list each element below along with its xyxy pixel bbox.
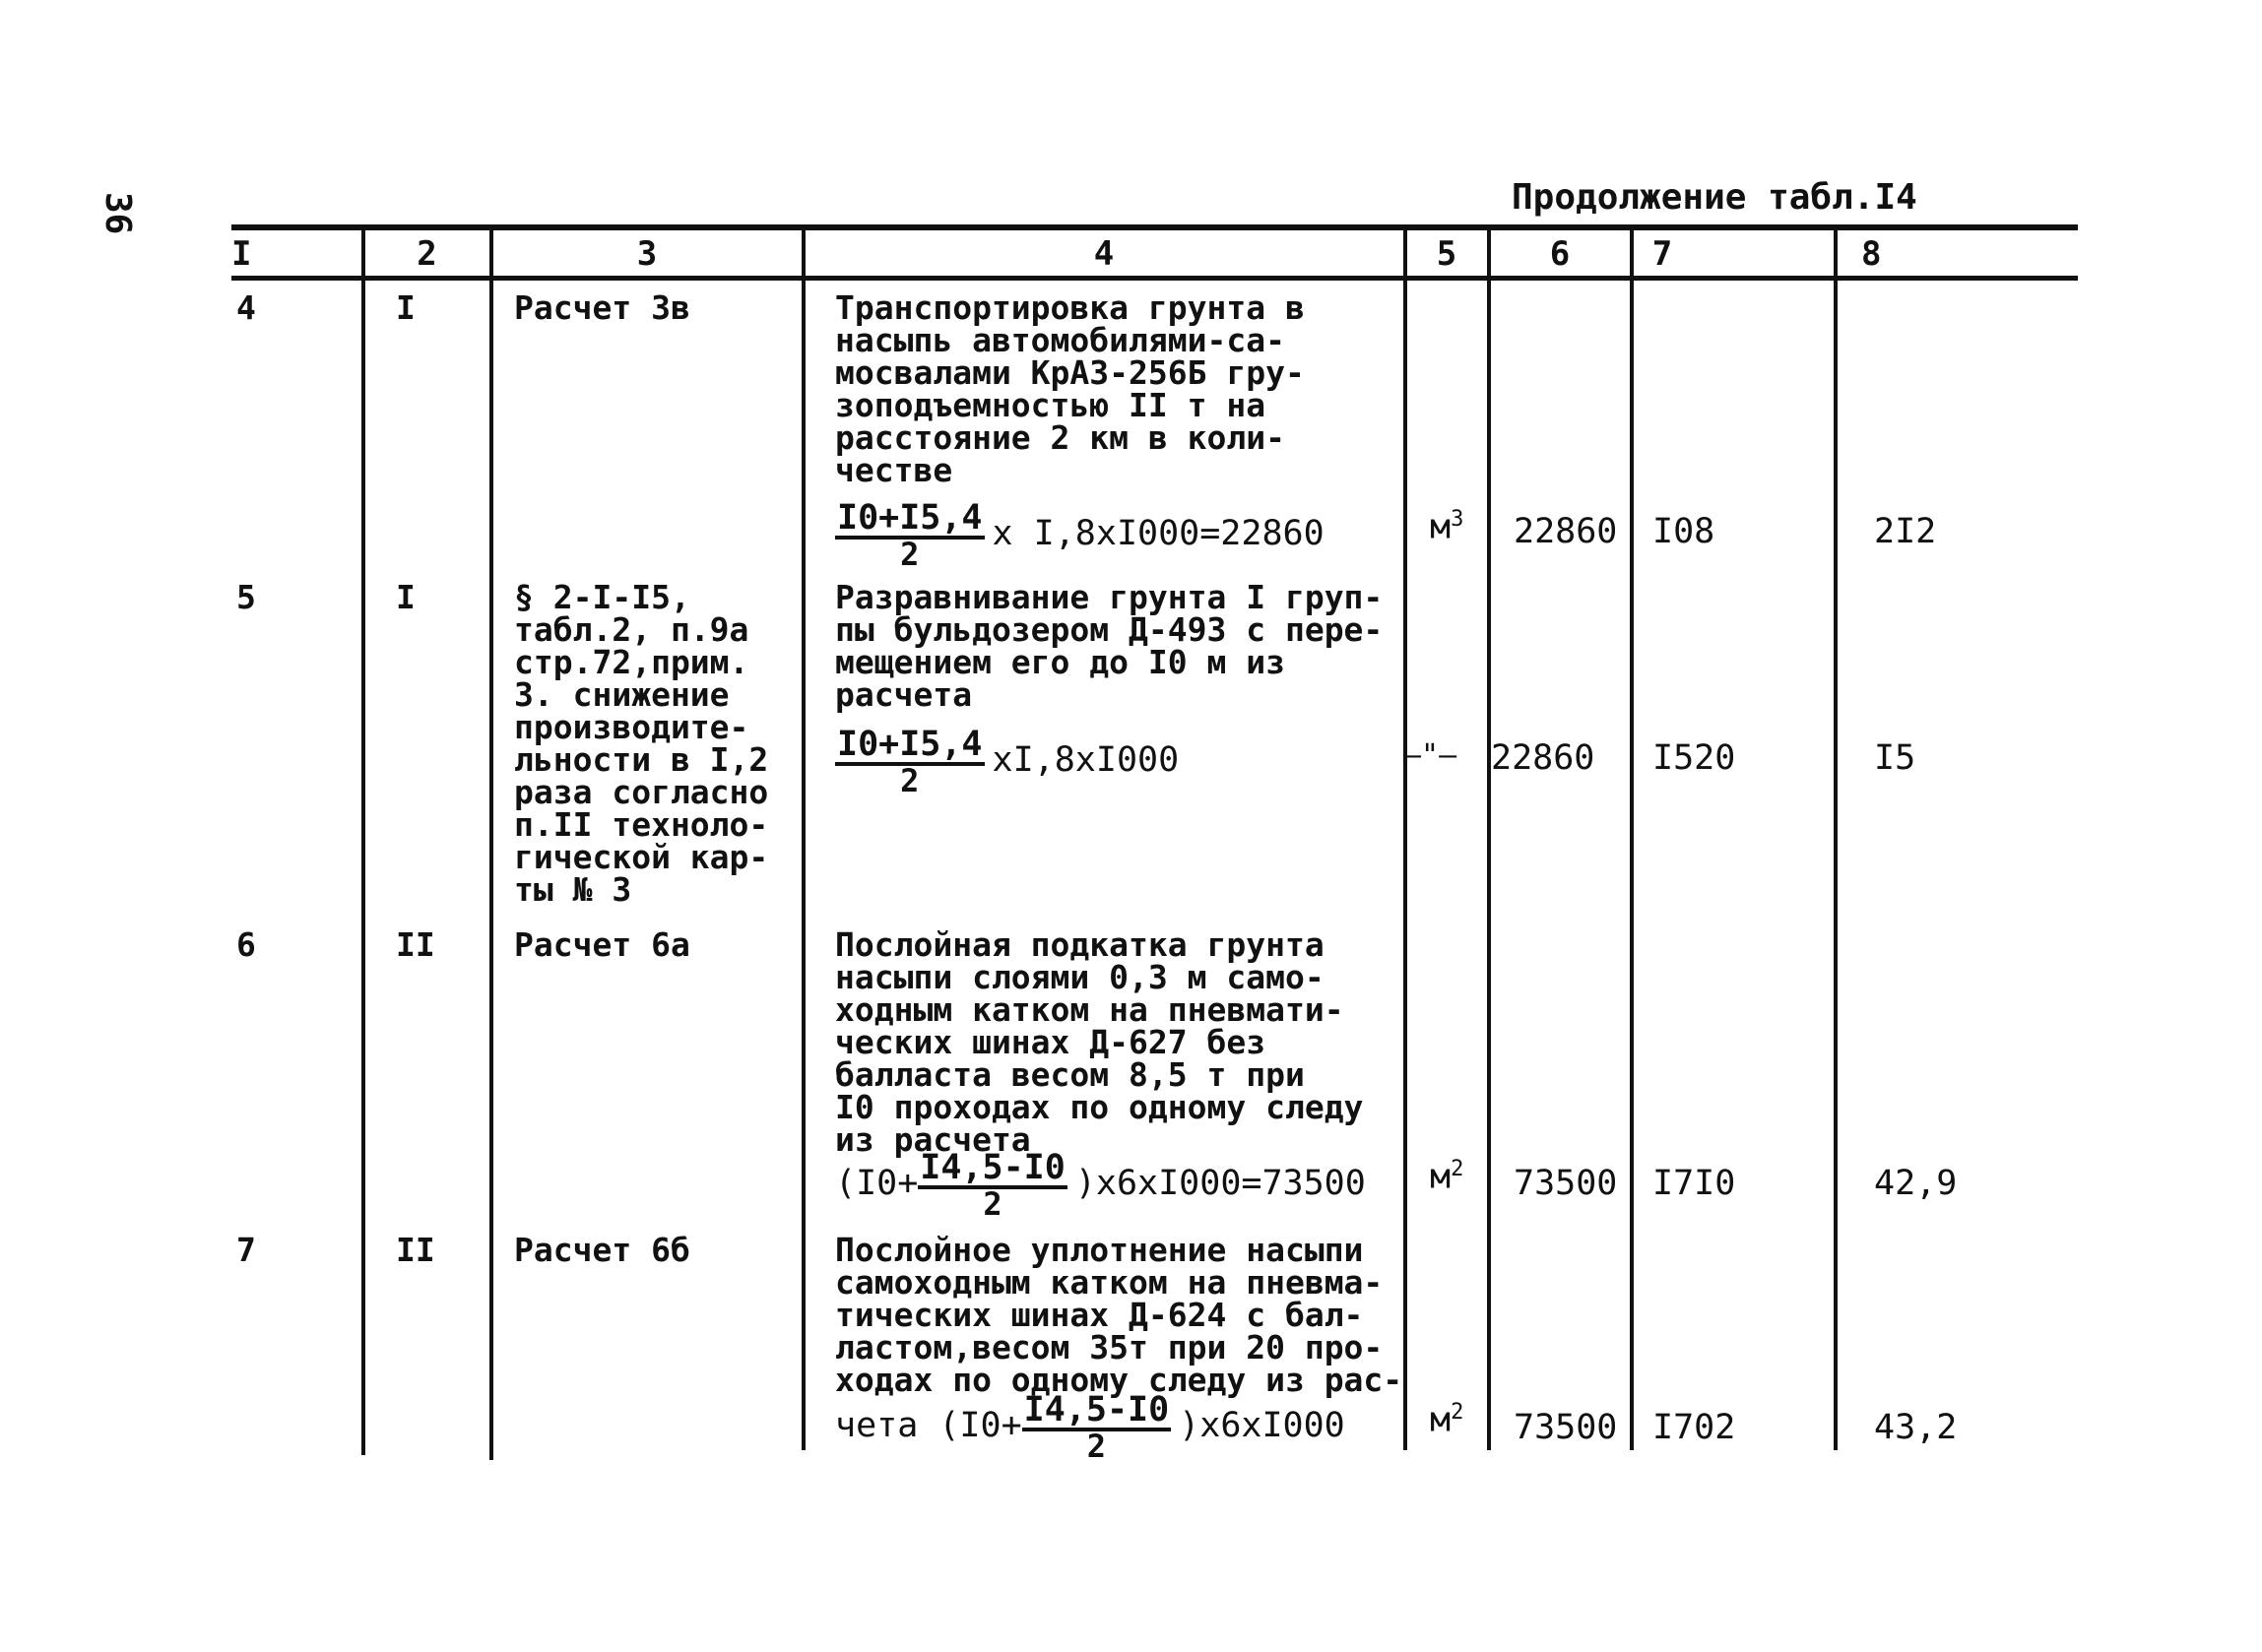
column-header: 2 bbox=[417, 234, 437, 274]
column-divider bbox=[489, 224, 493, 1460]
column-header: 7 bbox=[1651, 234, 1673, 274]
row-col7: I702 bbox=[1652, 1408, 1736, 1447]
column-header: I bbox=[231, 234, 252, 274]
row-basis: Расчет 6б bbox=[514, 1231, 690, 1269]
table-caption: Продолжение табл.I4 bbox=[1512, 177, 1917, 218]
row-unit: $м^2$ bbox=[1430, 1400, 1464, 1440]
row-col8: 43,2 bbox=[1874, 1408, 1958, 1447]
row-description: Послойная подкатка грунта насыпи слоями 0,3 м само- ходным катком на пневмати- ческих шинах Д-627 без балласта весом 8,5 т при I0 проходах по одному следу из расчета bbox=[835, 925, 1364, 1159]
column-header: 6 bbox=[1549, 234, 1571, 274]
row-col8: 2I2 bbox=[1874, 512, 1937, 551]
row-description: Разравнивание грунта I груп- пы бульдозером Д-493 с пере- мещением его до I0 м из расчета bbox=[835, 578, 1384, 714]
row-group: I bbox=[396, 288, 416, 327]
row-group: II bbox=[396, 925, 435, 964]
column-divider bbox=[1630, 224, 1634, 1450]
table-header-rule bbox=[231, 276, 2078, 281]
row-col8: 42,9 bbox=[1874, 1164, 1958, 1203]
row-number: 5 bbox=[236, 578, 256, 616]
column-divider bbox=[1487, 224, 1491, 1450]
row-unit: $м^3$ bbox=[1430, 507, 1464, 547]
row-col7: I7I0 bbox=[1652, 1164, 1736, 1203]
row-group: I bbox=[396, 578, 416, 616]
row-formula: $\frac{I0+I5,4}{2}$ x I,8xI000=22860 bbox=[837, 498, 1325, 573]
row-col7: I520 bbox=[1652, 738, 1736, 778]
column-divider bbox=[361, 224, 365, 1455]
row-quantity: 73500 bbox=[1514, 1164, 1618, 1203]
row-basis: § 2-I-I5, табл.2, п.9а стр.72,прим. 3. снижение производите- льности в I,2 раза согласно п.II техноло- гической кар- ты № 3 bbox=[514, 578, 769, 909]
column-divider bbox=[1834, 224, 1838, 1450]
column-header: 8 bbox=[1861, 234, 1882, 274]
row-quantity: 22860 bbox=[1514, 512, 1618, 551]
row-unit: $м^2$ bbox=[1430, 1157, 1464, 1197]
column-header: 3 bbox=[636, 234, 658, 274]
row-number: 4 bbox=[236, 288, 256, 327]
row-formula: $\frac{I0+I5,4}{2}$ xI,8xI000 bbox=[837, 725, 1180, 799]
row-number: 7 bbox=[236, 1231, 256, 1269]
table-top-rule bbox=[231, 224, 2078, 230]
row-group: II bbox=[396, 1231, 435, 1269]
row-description: Транспортировка грунта в насыпь автомобилями-са- мосвалами КрАЗ-256Б гру- зоподъемностью II т на расстояние 2 км в коли- честве bbox=[835, 288, 1305, 489]
page-number: 36 bbox=[97, 192, 138, 235]
row-basis: Расчет 6а bbox=[514, 925, 690, 964]
row-formula: чета (I0+ $\frac{I4,5-I0}{2}$ )x6xI000 bbox=[835, 1390, 1345, 1465]
row-number: 6 bbox=[236, 925, 256, 964]
row-quantity: 22860 bbox=[1491, 738, 1595, 778]
row-quantity: 73500 bbox=[1514, 1408, 1618, 1447]
row-unit: —"— bbox=[1403, 738, 1457, 773]
column-header: 5 bbox=[1436, 234, 1457, 274]
row-col8: I5 bbox=[1874, 738, 1916, 778]
row-description: Послойное уплотнение насыпи самоходным катком на пневма- тических шинах Д-624 с бал- ластом,весом 35т при 20 про- ходах по одному следу из рас- bbox=[835, 1231, 1403, 1399]
column-divider bbox=[802, 224, 806, 1450]
column-header: 4 bbox=[1093, 234, 1115, 274]
row-col7: I08 bbox=[1652, 512, 1715, 551]
row-formula: (I0+ $\frac{I4,5-I0}{2}$ )x6xI000=73500 bbox=[835, 1148, 1366, 1223]
row-basis: Расчет 3в bbox=[514, 288, 690, 327]
